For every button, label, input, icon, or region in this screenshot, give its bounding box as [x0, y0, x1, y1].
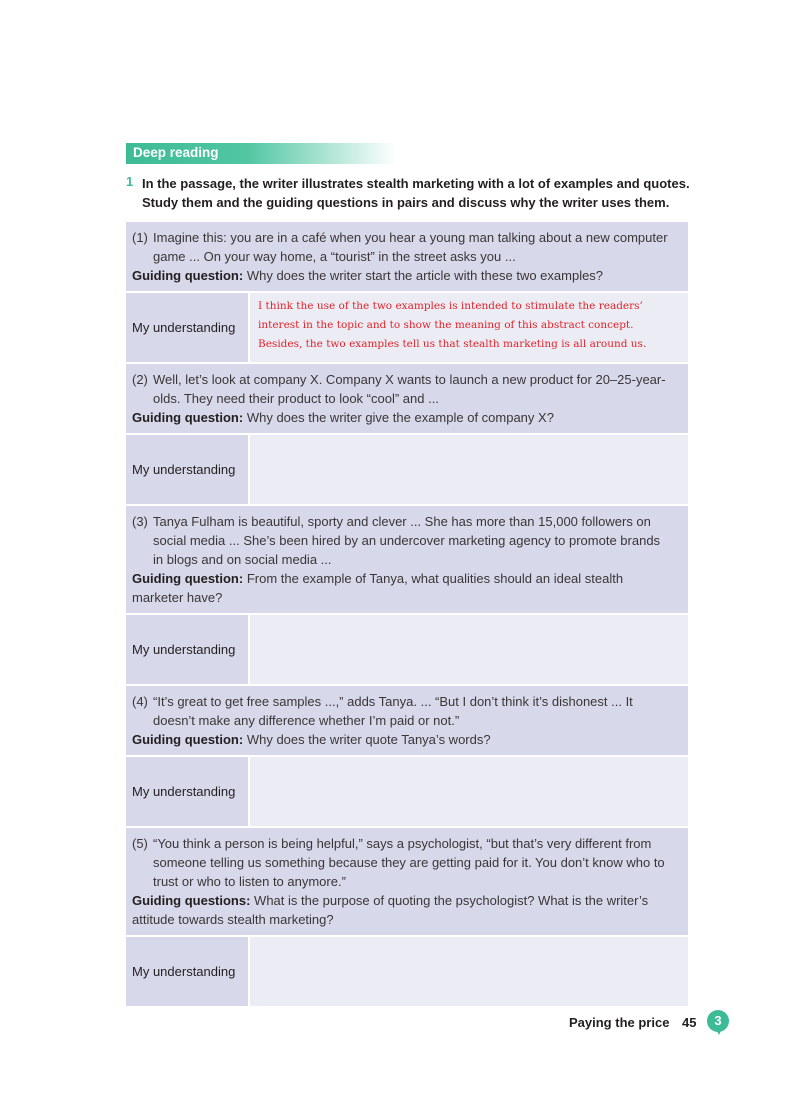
- guiding-question: [132, 730, 670, 749]
- question-number: (5): [132, 836, 148, 851]
- section-banner: [126, 143, 396, 164]
- guiding-question: [132, 569, 670, 607]
- understanding-row-4: [126, 757, 688, 828]
- guiding-question-text: Why does the writer give the example of company X?: [243, 410, 554, 425]
- excerpt-text: “You think a person is being helpful,” says a psychologist, “but that’s very different from someone telling us something because they are getting paid for it. You don’t know who to trust or who to listen to anymore.”: [153, 836, 665, 889]
- question-number: (4): [132, 694, 148, 709]
- excerpt-text: Well, let’s look at company X. Company X wants to launch a new product for 20–25-year-olds. They need their product to look “cool” and ...: [153, 372, 666, 406]
- guiding-question: [132, 408, 670, 427]
- guiding-question-text: Why does the writer quote Tanya’s words?: [243, 732, 491, 747]
- answer-field-3[interactable]: [250, 615, 688, 684]
- page-number: 45: [682, 1015, 697, 1030]
- guiding-question-label: Guiding question:: [132, 410, 244, 425]
- question-row-3: [126, 506, 688, 615]
- unit-number-badge: 3: [707, 1010, 729, 1032]
- question-row-2: [126, 364, 688, 435]
- question-row-1: [126, 222, 688, 293]
- guiding-question: [132, 266, 670, 285]
- answer-field-4[interactable]: [250, 757, 688, 826]
- section-title: Deep reading: [133, 145, 219, 160]
- excerpt-text: Tanya Fulham is beautiful, sporty and clever ... She has more than 15,000 followers on social media ... She’s been hired by an undercover marketing agency to promote brands in blogs and on social media ...: [153, 514, 661, 567]
- excerpt-text: “It’s great to get free samples ...,” adds Tanya. ... “But I don’t think it’s dishonest ... It doesn’t make any difference whether I’m paid or not.”: [153, 694, 633, 728]
- understanding-row-3: [126, 615, 688, 686]
- guiding-question-label: Guiding question:: [132, 732, 244, 747]
- answer-field-2[interactable]: [250, 435, 688, 504]
- guiding-question: [132, 891, 670, 929]
- footer-unit-title: Paying the price: [569, 1015, 670, 1030]
- question-row-4: [126, 686, 688, 757]
- understanding-label: My understanding: [126, 435, 250, 504]
- guiding-question-text: What is the purpose of quoting the psychologist? What is the writer’s attitude towards stealth marketing?: [132, 893, 649, 927]
- question-number: (2): [132, 372, 148, 387]
- guiding-question-label: Guiding question:: [132, 268, 244, 283]
- understanding-row-1: [126, 293, 688, 364]
- task-instruction: In the passage, the writer illustrates stealth marketing with a lot of examples and quotes. Study them and the guiding questions in pairs and discuss why the writer uses them.: [142, 176, 690, 210]
- understanding-label: My understanding: [126, 293, 250, 362]
- question-number: (1): [132, 230, 148, 245]
- understanding-label: My understanding: [126, 757, 250, 826]
- excerpt-text: Imagine this: you are in a café when you hear a young man talking about a new computer game ... On your way home, a “tourist” in the street asks you ...: [153, 230, 668, 264]
- question-row-5: [126, 828, 688, 937]
- guiding-question-text: From the example of Tanya, what qualities should an ideal stealth marketer have?: [132, 571, 624, 605]
- guiding-question-label: Guiding questions:: [132, 893, 251, 908]
- question-number: (3): [132, 514, 148, 529]
- task-number: 1: [126, 174, 134, 189]
- guiding-question-label: Guiding question:: [132, 571, 244, 586]
- answer-field-1[interactable]: I think the use of the two examples is intended to stimulate the readers’ interest in the topic and to show the meaning of this abstract concept. Besides, the two examples tell us that stealth marketing is all around us.: [250, 293, 688, 362]
- understanding-label: My understanding: [126, 615, 250, 684]
- understanding-row-5: [126, 937, 688, 1008]
- understanding-row-2: [126, 435, 688, 506]
- guiding-question-text: Why does the writer start the article with these two examples?: [243, 268, 604, 283]
- understanding-label: My understanding: [126, 937, 250, 1006]
- answer-field-5[interactable]: [250, 937, 688, 1006]
- worksheet-table: [126, 222, 688, 1008]
